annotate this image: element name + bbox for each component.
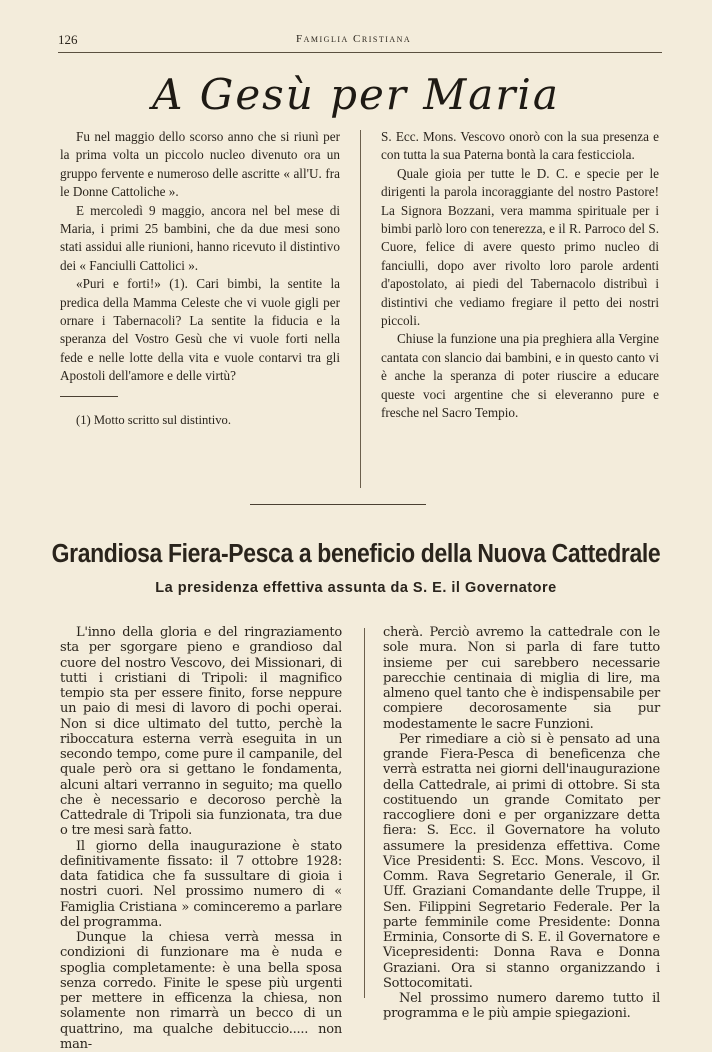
- article1-column-right: [381, 128, 659, 423]
- paragraph: Per rimediare a ciò si è pensato ad una grande Fiera-Pesca di beneficenza che verrà estratta nei giorni dell'inaugurazione della Cattedrale, ai primi di ottobre. Si sta costituendo un grande Comitato per raccogliere doni e per organizzare detta fiera: S. Ecc. il Governatore ha voluto assumere la presidenza effettiva. Come Vice Presidenti: S. Ecc. Mons. Vescovo, il Comm. Rava Segretario Generale, il Gr. Uff. Graziani Comandante delle Truppe, il Sen. Filippini Segretario Federale. Per la parte femminile come Presidente: Donna Erminia, Consorte di S. E. il Governatore e Vicepresidenti: Donna Rava e Donna Graziani. Ora si stanno organizzando i Sottocomitati.: [383, 731, 660, 991]
- article1-column-left: [60, 128, 340, 429]
- article-title: A Gesù per Maria: [152, 70, 560, 119]
- paragraph: cherà. Perciò avremo la cattedrale con le sole mura. Non si parla di fare tutto insieme per cui sarebbero necessarie parecchie centinaia di miglia di lire, ma almeno quel tanto che è indispensabile per compiere decorosamente sia pur modestamente le sacre Funzioni.: [383, 625, 660, 732]
- article2-headline: Grandiosa Fiera-Pesca a beneficio della Nuova Cattedrale: [51, 540, 661, 568]
- paragraph: Nel prossimo numero daremo tutto il programma e le più ampie spiegazioni.: [383, 991, 660, 1022]
- section-separator: [250, 504, 426, 505]
- paragraph: E mercoledì 9 maggio, ancora nel bel mese di Maria, i primi 25 bambini, che da due mesi sono stati assidui alle riunioni, hanno ricevuto il distintivo dei « Fanciulli Cattolici ».: [60, 202, 340, 273]
- paragraph: «Puri e forti!» (1). Cari bimbi, la sentite la predica della Mamma Celeste che vi vuole gigli per ornare i Tabernacoli? La sentite la fiducia e la speranza del Vostro Gesù che vi vuole forti nella fede e nelle lotte della vita e vuole contarvi tra gli Apostoli dell'amore e delle virtù?: [60, 276, 340, 384]
- article2-column-left: [60, 625, 342, 1052]
- column-divider: [364, 628, 365, 998]
- paragraph: Chiuse la funzione una pia preghiera alla Vergine cantata con slancio dai bambini, e in questo canto vi è anche la speranza di poter riuscire a educare queste voci argentine che si eleveranno pure e fresche nel Sacro Tempio.: [381, 331, 659, 421]
- paragraph: Fu nel maggio dello scorso anno che si riunì per la prima volta un piccolo nucleo divenuto ora un gruppo fervente e numeroso delle ascritte « all'U. fra le Donne Cattoliche ».: [60, 129, 340, 200]
- page-header: [58, 28, 662, 53]
- running-head: Famiglia Cristiana: [296, 33, 412, 45]
- paragraph: Dunque la chiesa verrà messa in condizioni di funzionare ma è nuda e spoglia completamente: è una bella sposa senza corredo. Finite le spese più urgenti per mettere in efficenza la chiesa, non solamente non rimarrà un becco di un quattrino, ma qualche debituccio..... non man-: [60, 930, 342, 1052]
- article2-subheadline: La presidenza effettiva assunta da S. E. il Governatore: [155, 580, 557, 596]
- paragraph: Il giorno della inaugurazione è stato definitivamente fissato: il 7 ottobre 1928: data fatidica che fa sussultare di gioia i nostri cuori. Nel prossimo numero di « Famiglia Cristiana » cominceremo a parlare del programma.: [60, 838, 342, 930]
- column-divider: [360, 130, 361, 488]
- paragraph: L'inno della gloria e del ringraziamento sta per sgorgare pieno e grandioso dal cuore del nostro Vescovo, dei Missionari, di tutti i cristiani di Tripoli: il magnifico tempio sta per essere finito, forse neppure un paio di mesi di lavoro di pochi operai. Non si dice ultimato del tutto, perchè la riboccatura esterna verrà eseguita in un secondo tempo, come pure il campanile, del quale però ora si gettano le fondamenta, alcuni altari verranno in seguito; ma quello che è necessario e decoroso perchè la Cattedrale di Tripoli sia funzionata, tra due o tre mesi sarà fatto.: [60, 625, 342, 839]
- footnote-rule: [60, 396, 118, 397]
- page-number: 126: [58, 32, 78, 47]
- footnote: (1) Motto scritto sul distintivo.: [76, 412, 231, 427]
- article2-column-right: [383, 625, 660, 1022]
- paragraph: Quale gioia per tutte le D. C. e specie per le dirigenti la parola incoraggiante del nostro Pastore! La Signora Bozzani, vera mamma spirituale per i bimbi parlò loro con tenerezza, e il R. Parroco del S. Cuore, felice di avere questo primo nucleo di fanciulli, dopo aver rivolto loro parole ardenti d'apostolato, ai piedi del Tabernacolo distribuì i distintivi che vediamo fregiare il petto dei nostri piccoli.: [381, 165, 659, 329]
- paragraph: S. Ecc. Mons. Vescovo onorò con la sua presenza e con tutta la sua Paterna bontà la cara festicciola.: [381, 129, 659, 163]
